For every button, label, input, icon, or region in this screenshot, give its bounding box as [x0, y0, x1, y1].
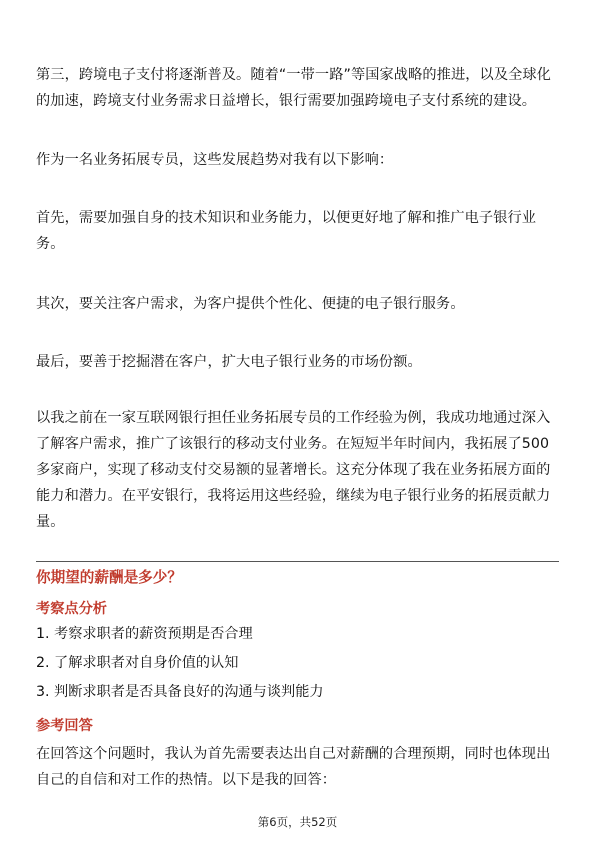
analysis-item-1: 1. 考察求职者的薪资预期是否合理	[36, 626, 253, 642]
paragraph-impact-intro: 作为一名业务拓展专员，这些发展趋势对我有以下影响：	[36, 152, 394, 168]
analysis-item-3: 3. 判断求职者是否具备良好的沟通与谈判能力	[36, 684, 324, 700]
answer-heading: 参考回答	[36, 718, 93, 734]
paragraph-second-point: 其次，要关注客户需求，为客户提供个性化、便捷的电子银行服务。	[36, 296, 465, 312]
answer-text: 在回答这个问题时，我认为首先需要表达出自己对薪酬的合理预期，同时也体现出自己的自信和对工作的热情。以下是我的回答：	[36, 746, 551, 788]
analysis-item-2: 2. 了解求职者对自身价值的认知	[36, 655, 239, 671]
analysis-heading: 考察点分析	[36, 601, 107, 617]
paragraph-first-point: 首先，需要加强自身的技术知识和业务能力，以便更好地了解和推广电子银行业务。	[36, 210, 537, 252]
section-divider	[36, 561, 559, 562]
paragraph-cross-border-payment: 第三，跨境电子支付将逐渐普及。随着“一带一路”等国家战略的推进，以及全球化的加速，跨境支付业务需求日益增长，银行需要加强跨境电子支付系统的建设。	[36, 67, 551, 109]
page-indicator: 第6页，共52页	[257, 815, 338, 829]
paragraph-experience-example: 以我之前在一家互联网银行担任业务拓展专员的工作经验为例，我成功地通过深入了解客户需求，推广了该银行的移动支付业务。在短短半年时间内，我拓展了500多家商户，实现了移动支付交易额的显著增长。这充分体现了我在业务拓展方面的能力和潜力。在平安银行，我将运用这些经验，继续为电子银行业务的拓展贡献力量。	[36, 410, 551, 530]
paragraph-third-point: 最后，要善于挖掘潜在客户，扩大电子银行业务的市场份额。	[36, 354, 422, 370]
question-title: 你期望的薪酬是多少？	[36, 569, 182, 586]
